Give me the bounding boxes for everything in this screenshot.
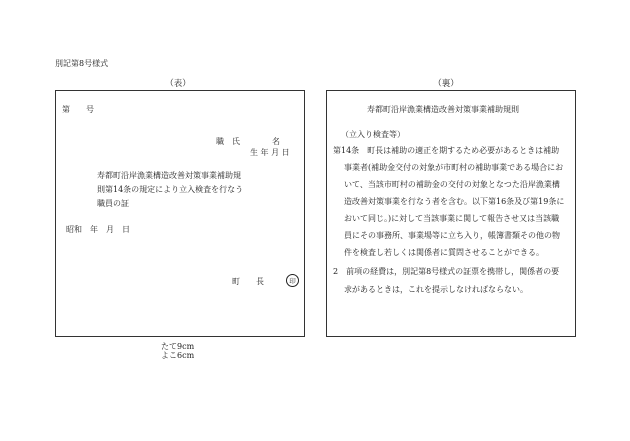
back-line-2: 事業者(補助金交付の対象が市町村の補助事業である場合にお bbox=[344, 163, 564, 172]
front-card bbox=[55, 90, 305, 337]
dimension-width: よこ6cm bbox=[161, 351, 195, 360]
back-heading: （裏） bbox=[433, 79, 459, 89]
seal-stamp: 印 bbox=[286, 274, 299, 287]
front-body-line-2: 則第14条の規定により立入検査を行なう bbox=[97, 185, 244, 194]
back-line-9: 求があるときは，これを提示しなければならない。 bbox=[344, 285, 528, 294]
birth-date-label: 生 年 月 日 bbox=[250, 148, 290, 157]
form-label: 別記第8号様式 bbox=[55, 59, 109, 68]
back-line-3: いて、当該市町村の補助金の交付の対象となつた沿岸漁業構 bbox=[344, 180, 560, 189]
front-body-line-3: 職員の証 bbox=[97, 199, 129, 208]
back-line-8: 2 前項の経費は，別記第8号様式の証票を携帯し，関係者の要 bbox=[333, 267, 560, 276]
back-caption: （立入り検査等） bbox=[341, 130, 405, 139]
back-line-7: 件を検査し若しくは関係者に質問させることができる。 bbox=[344, 248, 544, 257]
signer-label: 町 長 bbox=[232, 277, 264, 286]
position-name-label: 職 氏 名 bbox=[216, 137, 280, 146]
number-label: 第 号 bbox=[62, 105, 94, 114]
back-title: 寿都町沿岸漁業構造改善対策事業補助規則 bbox=[367, 105, 519, 114]
back-line-6: 員にその事務所、事業場等に立ち入り，帳簿書類その他の物 bbox=[344, 231, 560, 240]
back-line-4: 造改善対策事業を行なう者を含む。以下第16条及び第19条に bbox=[344, 197, 565, 206]
front-heading: （表） bbox=[165, 79, 191, 89]
back-line-1: 第14条 町長は補助の適正を期するため必要があるときは補助 bbox=[333, 146, 560, 155]
issue-date-label: 昭和 年 月 日 bbox=[66, 225, 130, 234]
front-body-line-1: 寿都町沿岸漁業構造改善対策事業補助規 bbox=[97, 171, 241, 180]
back-line-5: おいて同じ。)に対して当該事業に関して報告させ又は当該職 bbox=[344, 214, 560, 223]
dimension-height: たて9cm bbox=[161, 342, 195, 351]
back-card bbox=[326, 90, 576, 337]
